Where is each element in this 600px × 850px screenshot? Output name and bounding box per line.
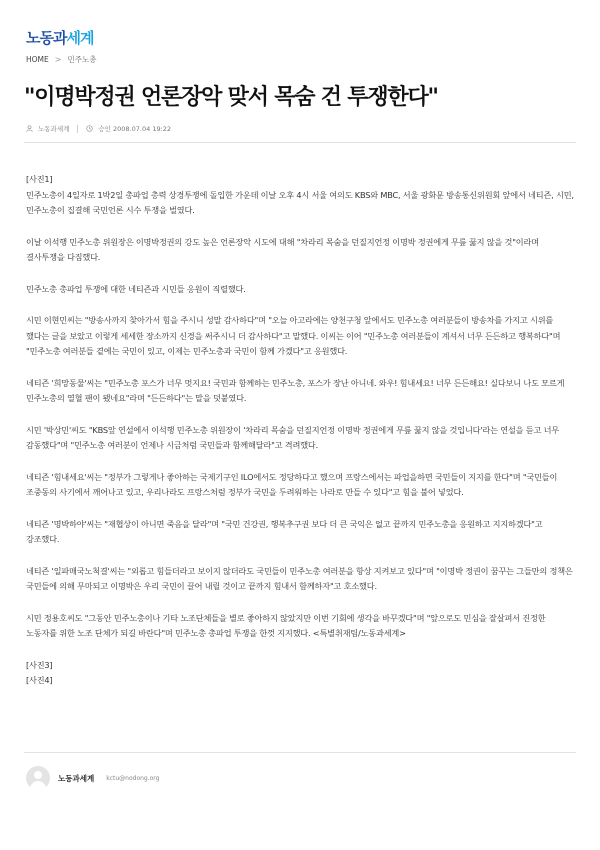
byline-name[interactable]: 노동과세계 [58,773,95,783]
byline-divider [24,752,576,753]
article-approved-date: 승인 2008.07.04 19:22 [98,125,172,133]
photo-label: [사진4] [26,675,53,685]
site-logo[interactable] [26,27,93,48]
avatar [26,766,50,790]
breadcrumb-separator: > [54,55,62,64]
meta-divider [77,125,78,133]
article-meta [26,124,171,133]
breadcrumb [26,54,96,65]
article-body [26,172,578,689]
paragraph: 네티즌 '힘내세요'씨는 "정부가 그렇게나 좋아하는 국제기구인 ILO에서도 정당하다고 했으며 프랑스에서는 파업을하면 국민들이 지지를 한다"며 "국민들이 조중동의 사기에서 깨어나고 있고, 우리나라도 프랑스처럼 정부가 국민을 두려워하는 나라로 만들 수 있다"고 힘을 불어 넣었다. [26,471,558,497]
logo-part2: 세계 [66,29,94,47]
paragraph: 민주노총 총파업 투쟁에 대한 네티즌과 시민들 응원이 직렬했다. [26,283,246,294]
paragraph: 시민 이현민씨는 "방송사까지 찾아가서 힘을 주시니 성말 감사하다"며 "오늘 아고라에는 양천구청 앞에서도 민주노총 여러분들이 방송차를 가지고 시위를 했다는 글을 보았고 이렇게 세세한 장소까지 신경을 써주시니 더 감사하다"고 말했다. 이씨는 이어 "민주노총 여러분들이 계셔서 너무 든든하고 행복하다"며 "민주노총 여러분들 곁에는 국민이 있고, 이제는 민주노총과 국민이 함께 가겠다"고 응원했다. [26,315,561,356]
author-byline [26,766,159,790]
paragraph: 이날 이석행 민주노총 위원장은 이명박정권의 강도 높은 언론장악 시도에 대해 "차라리 목숨을 던질지언정 이명박 정권에게 무릎 꿇지 않을 것"이라며 결사투쟁을 다짐했다. [26,236,539,262]
byline-email[interactable]: kctu@nodong.org [106,774,160,782]
paragraph: 네티즌 '일파매국노척결'씨는 "외롭고 힘들더라고 보이지 않더라도 국민들이 민주노총 여러분을 항상 지켜보고 있다"며 "이명박 정권이 꿈꾸는 그들만의 정책은 국민들에 의해 무마되고 이명박은 우리 국민이 끌어 내릴 것이고 끝까지 힘내서 함께하자"고 호소했다. [26,565,573,591]
paragraph: 네티즌 '명박하야'씨는 "재협상이 아니면 죽음을 달라"며 "국민 건강권, 행복추구권 보다 더 큰 국익은 없고 끝까지 민주노총을 응원하고 지지하겠다"고 강조했다. [26,518,543,544]
paragraph: [사진1] 민주노총이 4일자로 1박2일 총파업 총력 상경투쟁에 돌입한 가운데 이날 오후 4시 서울 여의도 KBS와 MBC, 서울 광화문 방송통신위원회 앞에서 네티즌, 시민, 민주노총이 집결해 국민언론 시수 투쟁을 벌였다. [26,174,574,215]
paragraph: 시민 '박상민'씨도 "KBS앞 연설에서 이석행 민주노총 위원장이 '차라리 목숨을 던질지언정 이명박 정권에게 무릎 꿇지 않을 것입니다'라는 연설을 듣고 너무 감동했다"며 "민주노총 여러분이 언제나 시금처럼 국민들과 함께해달라"고 격려했다. [26,424,560,450]
paragraph: 시민 정용호씨도 "그동안 민주노총이나 기타 노조단체들을 별로 좋아하지 않았지만 이번 기회에 생각을 바꾸겠다"며 "앞으로도 민심을 잘살펴서 진정한 노동자를 위한 노조 단체가 되길 바란다"며 민주노총 총파업 투쟁을 한껏 지지했다. <특별취재팀/노동과세계> [26,612,546,638]
breadcrumb-section[interactable]: 민주노총 [67,55,97,64]
person-icon [26,125,33,132]
title-divider [24,142,576,143]
article-author: 노동과세계 [38,125,70,133]
logo-part1: 노동과 [26,29,67,47]
breadcrumb-home[interactable]: HOME [26,55,49,64]
clock-icon [86,125,93,132]
article-title: "이명박정권 언론장악 맞서 목숨 건 투쟁한다" [24,85,438,110]
paragraph: 네티즌 '희망동물'씨는 "민주노총 포스가 너무 멋지요! 국민과 함께하는 민주노총, 포스가 장난 아니네. 와우! 힘내세요! 너무 든든해요! 실다보니 나도 모르게 민주노총의 열혈 팬이 됐네요"라며 "든든하다"는 말을 덧붙였다. [26,377,565,403]
photo-label: [사진3] [26,659,53,670]
